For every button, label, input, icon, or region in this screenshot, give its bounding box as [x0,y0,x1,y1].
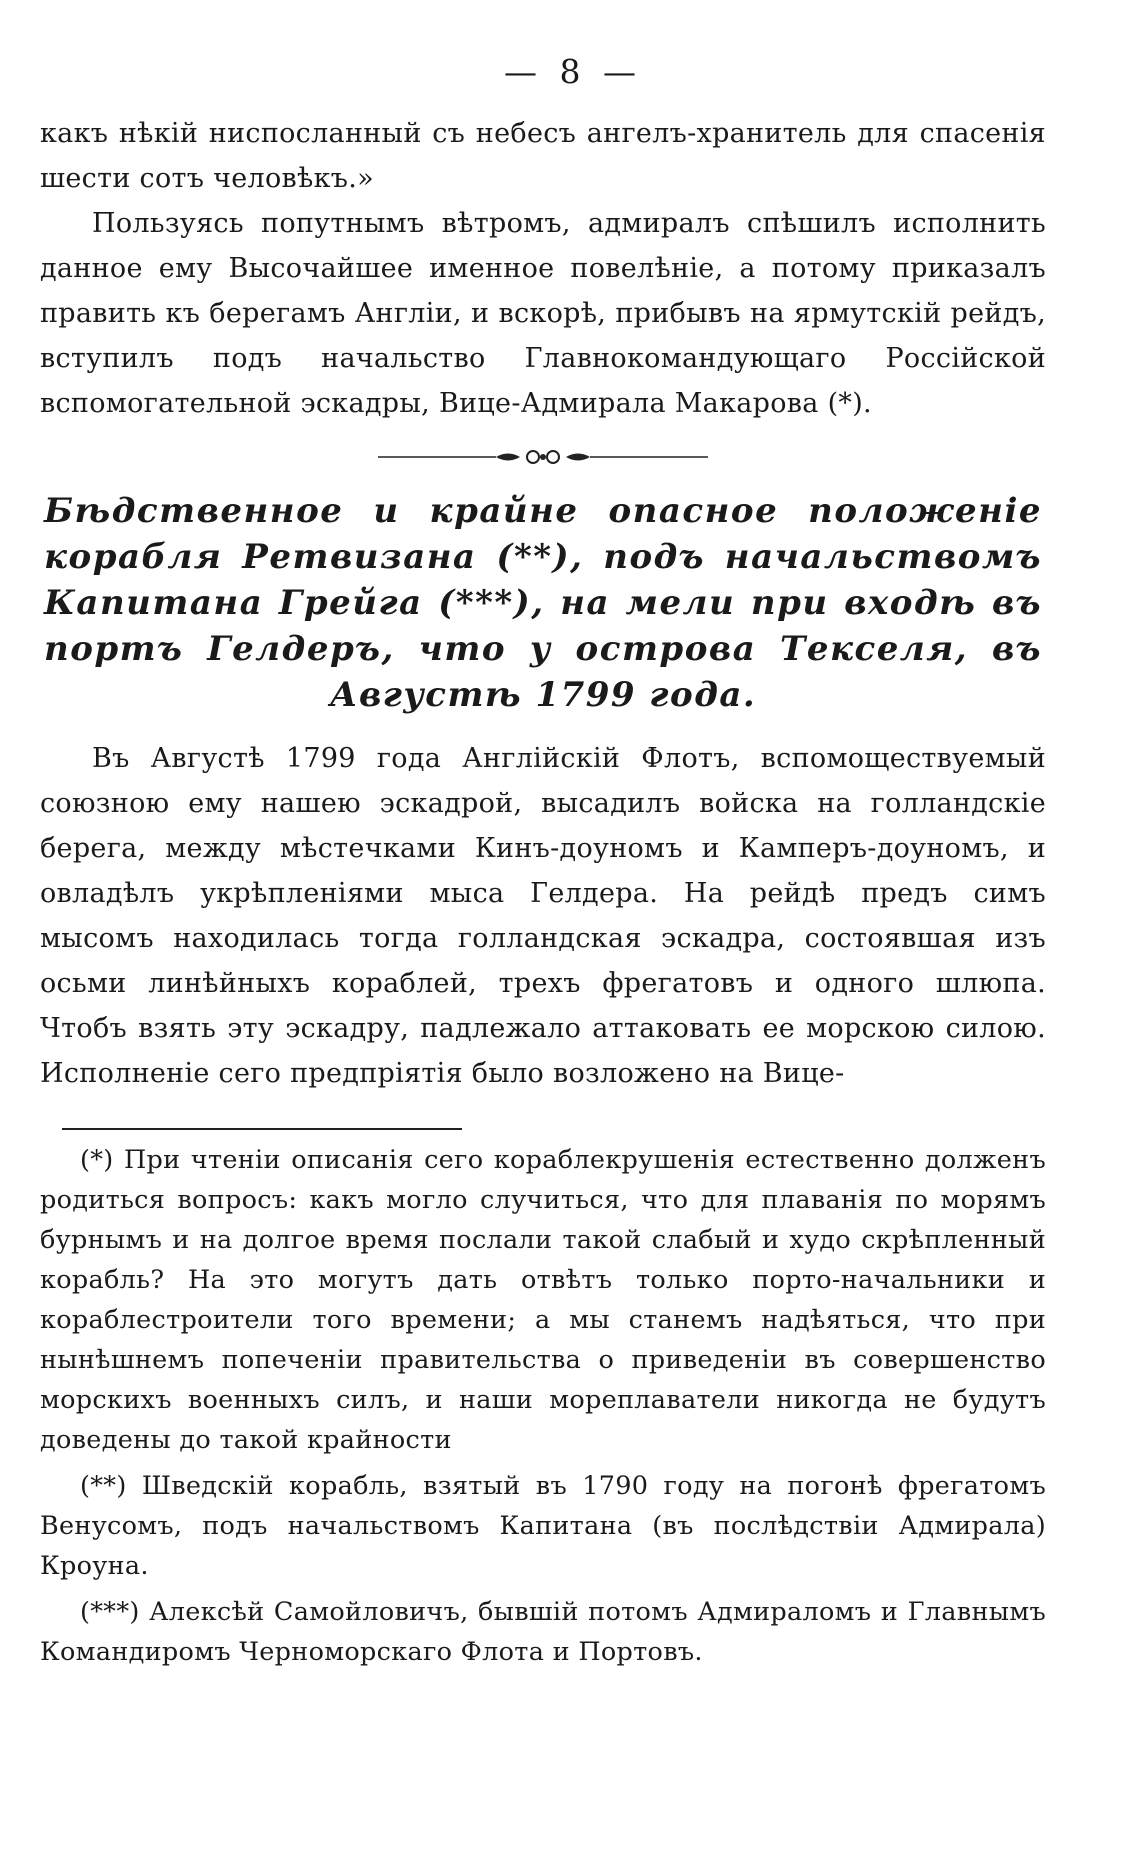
continued-paragraph: какъ нѣкій ниспосланный съ небесъ ангелъ-хранитель для спасенія шести сотъ человѣкъ.» [40,118,1046,194]
section-divider-ornament [378,444,708,470]
chapter-title: Бѣдственное и крайне опасное положеніе корабля Ретвизана (**), подъ начальствомъ Капитана Грейга (***), на мели при входѣ въ портъ Гелдеръ, что у острова Текселя, въ Августѣ 1799 года. [44,491,1042,715]
paragraph-admiral: Пользуясь попутнымъ вѣтромъ, адмиралъ спѣшилъ исполнить данное ему Высочайшее именное повелѣніе, а потому приказалъ править къ берегамъ Англіи, и вскорѣ, прибывъ на ярмутскій рейдъ, вступилъ подъ начальство Главнокомандующаго Россійской вспомогательной эскадры, Вице-Адмирала Макарова (*). [40,208,1046,419]
footnote-separator [62,1128,462,1130]
paragraph-main: Въ Августѣ 1799 года Англійскій Флотъ, вспомоществуемый союзною ему нашею эскадрой, высадилъ войска на голландскіе берега, между мѣстечками Кинъ-доуномъ и Камперъ-доуномъ, и овладѣлъ укрѣпленіями мыса Гелдера. На рейдѣ предъ симъ мысомъ находилась тогда голландская эскадра, состоявшая изъ осьми линѣйныхъ кораблей, трехъ фрегатовъ и одного шлюпа. Чтобъ взять эту эскадру, падлежало аттаковать ее морскою силою. Исполненіе сего предпріятія было возложено на Вице- [40,743,1046,1089]
page-number: — 8 — [504,52,642,91]
footnote-1: (*) При чтеніи описанія сего кораблекрушенія естественно долженъ родиться вопросъ: какъ могло случиться, что для плаванія по морямъ бурнымъ и на долгое время послали такой слабый и худо скрѣпленный корабль? На это могутъ дать отвѣтъ только порто-начальники и кораблестроители того времени; а мы станемъ надѣяться, что при нынѣшнемъ попеченіи правительства о приведеніи въ совершенство морскихъ военныхъ силъ, и наши мореплаватели никогда не будутъ доведены до такой крайности [40,1145,1046,1455]
footnote-3: (***) Алексѣй Самойловичъ, бывшій потомъ Адмираломъ и Главнымъ Командиромъ Черноморскаго Флота и Портовъ. [40,1597,1046,1667]
footnote-2: (**) Шведскій корабль, взятый въ 1790 году на погонѣ фрегатомъ Венусомъ, подъ начальствомъ Капитана (въ послѣдствіи Адмирала) Кроуна. [40,1471,1046,1581]
